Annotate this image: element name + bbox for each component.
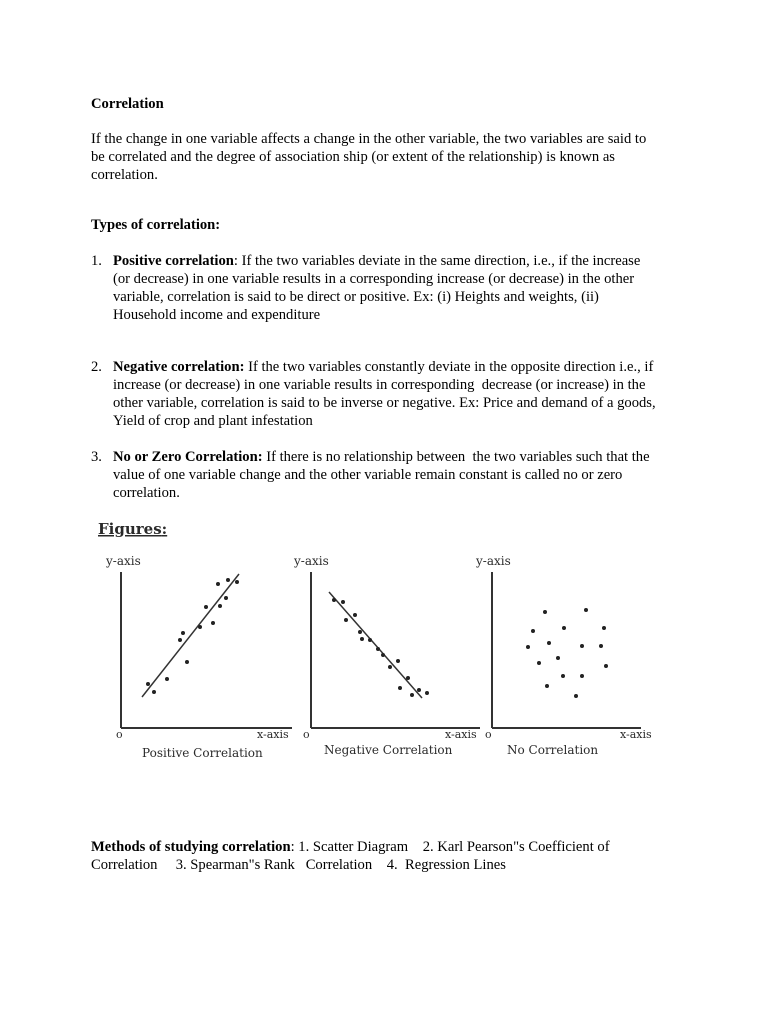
data-point [584,608,588,612]
data-point [526,645,530,649]
data-point [332,598,336,602]
y-axis-label: y-axis [476,554,511,568]
methods-line [91,838,610,856]
x-axis-label: x-axis [620,728,652,741]
intro-line: If the change in one variable affects a change in the other variable, the two variables are said to [91,131,647,147]
list-number: 3. [91,449,102,465]
data-point [185,660,189,664]
list-item-line: Yield of crop and plant infestation [113,413,313,429]
list-item-line: (or decrease) in one variable results in a corresponding increase (or decrease) in the other [113,271,635,287]
x-axis-label: x-axis [257,728,289,741]
negative-correlation-panel [293,554,480,757]
figures-illustration [92,512,672,782]
panel-caption: No Correlation [507,743,599,757]
data-point [358,630,362,634]
data-point [376,647,380,651]
origin-label: o [303,728,310,741]
data-point [599,644,603,648]
data-point [181,631,185,635]
list-item-line: increase (or decrease) in one variable results in corresponding decrease (or increase) in the [113,377,646,393]
data-point [235,580,239,584]
data-point [531,629,535,633]
data-point [146,682,150,686]
data-point [353,613,357,617]
scatter-points [526,608,608,698]
panel-caption: Negative Correlation [324,743,453,757]
y-axis-label: y-axis [106,554,141,568]
list-item-line: Household income and expenditure [113,307,321,323]
data-point [152,690,156,694]
origin-label: o [116,728,123,741]
list-item-line: correlation. [113,485,180,501]
no-correlation-panel [475,554,652,757]
intro-line: correlation. [91,167,158,183]
data-point [204,605,208,609]
list-number: 2. [91,359,102,375]
list-item-line: value of one variable change and the other variable remain constant is called no or zero [113,467,623,483]
y-axis-label: y-axis [294,554,329,568]
data-point [580,644,584,648]
data-point [417,688,421,692]
data-point [368,638,372,642]
data-point [360,637,364,641]
data-point [344,618,348,622]
methods-text: : 1. Scatter Diagram 2. Karl Pearson"s Coefficient of [290,839,610,855]
data-point [341,600,345,604]
data-point [381,653,385,657]
methods-term: Methods of studying correlation [91,839,291,855]
positive-correlation-panel [105,554,292,760]
data-point [178,638,182,642]
scatter-points [146,578,239,694]
list-item-line: other variable, correlation is said to be inverse or negative. Ex: Price and demand of a goods, [113,395,656,411]
list-item-first-line [113,448,650,466]
data-point [604,664,608,668]
data-point [561,674,565,678]
list-item-term: No or Zero Correlation: [113,449,263,465]
trend-line [329,592,422,698]
data-point [425,691,429,695]
data-point [396,659,400,663]
trend-line [142,574,239,697]
list-item-text: : If the two variables deviate in the same direction, i.e., if the increase [233,253,641,269]
page-title: Correlation [91,96,164,112]
data-point [547,641,551,645]
data-point [218,604,222,608]
data-point [226,578,230,582]
data-point [574,694,578,698]
figures-heading: Figures: [98,520,168,538]
intro-line: be correlated and the degree of association ship (or extent of the relationship) is known as [91,149,615,165]
methods-line: Correlation 3. Spearman"s Rank Correlation 4. Regression Lines [91,857,506,873]
x-axis-label: x-axis [445,728,477,741]
data-point [406,676,410,680]
list-item-term: Negative correlation: [113,359,245,375]
data-point [602,626,606,630]
data-point [562,626,566,630]
data-point [216,582,220,586]
list-item-text: If the two variables constantly deviate in the opposite direction i.e., if [244,359,654,375]
data-point [398,686,402,690]
data-point [545,684,549,688]
data-point [543,610,547,614]
data-point [537,661,541,665]
list-item-line: variable, correlation is said to be direct or positive. Ex: (i) Heights and weights, (ii) [113,289,599,305]
correlation-figures [92,512,672,782]
panel-caption: Positive Correlation [142,746,263,760]
list-item-term: Positive correlation [113,253,234,269]
data-point [224,596,228,600]
data-point [556,656,560,660]
types-heading: Types of correlation: [91,217,221,233]
list-number: 1. [91,253,102,269]
data-point [410,693,414,697]
data-point [388,665,392,669]
data-point [580,674,584,678]
data-point [165,677,169,681]
data-point [211,621,215,625]
list-item-first-line [113,358,653,376]
origin-label: o [485,728,492,741]
data-point [198,625,202,629]
list-item-first-line [113,252,640,270]
list-item-text: If there is no relationship between the two variables such that the [262,449,650,465]
